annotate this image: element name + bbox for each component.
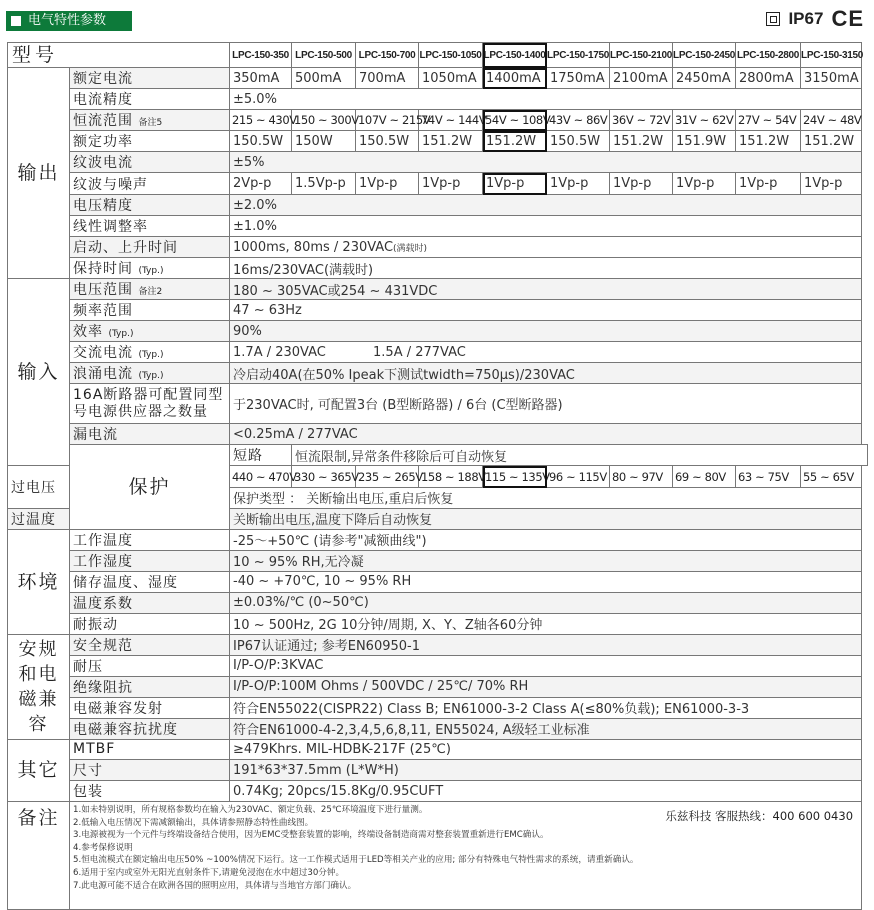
rated-current-value: 500mA bbox=[292, 68, 356, 89]
rated-current-value: 1750mA bbox=[547, 68, 610, 89]
cc-range-value: 24V ~ 48V bbox=[801, 110, 862, 131]
rated-current-value: 350mA bbox=[230, 68, 292, 89]
group-safety: 安规和电磁兼容 bbox=[8, 634, 70, 739]
hold-time-value: 16ms/230VAC(满载时) bbox=[230, 258, 862, 279]
notes-cell bbox=[70, 802, 862, 910]
table-row bbox=[8, 424, 868, 445]
mtbf-label bbox=[70, 739, 230, 760]
isolation-label-text: 绝缘阻抗 bbox=[73, 679, 133, 696]
efficiency-label-text: 效率 bbox=[73, 324, 103, 340]
table-row bbox=[8, 110, 868, 131]
table-row bbox=[8, 43, 868, 68]
model-header: LPC-150-500 bbox=[292, 43, 356, 68]
input-voltage-label-text: 电压范围 bbox=[73, 282, 133, 298]
ripple-noise-label bbox=[70, 173, 230, 195]
model-header: LPC-150-2100 bbox=[610, 43, 673, 68]
ac-current-value bbox=[230, 342, 862, 363]
table-row bbox=[8, 529, 868, 550]
work-temp-label-text: 工作温度 bbox=[73, 532, 133, 549]
rated-power-value: 150.5W bbox=[547, 131, 610, 152]
table-row bbox=[8, 363, 868, 384]
group-notes: 备注 bbox=[8, 802, 70, 910]
hold-time-label bbox=[70, 258, 230, 279]
ovp-value: 80 ~ 97V bbox=[610, 466, 673, 488]
ripple-noise-value: 2Vp-p bbox=[230, 173, 292, 195]
vibration-label-text: 耐振动 bbox=[73, 616, 118, 633]
note-item: 6.适用于室内或室外无阳光直射条件下,请避免浸泡在水中超过30分钟。 bbox=[73, 867, 345, 878]
work-temp-label bbox=[70, 529, 230, 550]
hold-time-label-note: (Typ.) bbox=[138, 266, 164, 276]
rated-power-value: 151.2W bbox=[610, 131, 673, 152]
ripple-current-value: ±5% bbox=[230, 152, 862, 173]
hotline-text: 乐兹科技 客服热线：400 600 0430 bbox=[665, 809, 854, 823]
input-voltage-value: 180 ~ 305VAC或254 ~ 431VDC bbox=[230, 279, 862, 300]
rated-current-value: 1050mA bbox=[419, 68, 483, 89]
ac-current-277: 1.5A / 277VAC bbox=[373, 344, 466, 360]
temp-coef-label-text: 温度系数 bbox=[73, 595, 133, 612]
rated-power-value: 151.2W bbox=[419, 131, 483, 152]
rise-time-label-text: 启动、上升时间 bbox=[73, 240, 178, 256]
voltage-accuracy-value: ±2.0% bbox=[230, 195, 862, 216]
model-header: LPC-150-2450 bbox=[673, 43, 736, 68]
dimension-label bbox=[70, 760, 230, 781]
hold-time-label-text: 保持时间 bbox=[73, 261, 133, 277]
ovp-label: 过电压 bbox=[8, 466, 70, 509]
cc-range-value: 54V ~ 108V bbox=[483, 110, 547, 131]
ripple-current-label bbox=[70, 152, 230, 173]
rated-current-value: 3150mA bbox=[801, 68, 862, 89]
table-row bbox=[8, 68, 868, 89]
rated-current-label-text: 额定电流 bbox=[73, 71, 133, 87]
ripple-noise-value: 1Vp-p bbox=[547, 173, 610, 195]
freq-range-label-text: 频率范围 bbox=[73, 303, 133, 319]
group-protect: 保护 bbox=[70, 445, 230, 530]
emc-emission-label bbox=[70, 697, 230, 718]
model-header: LPC-150-1050 bbox=[419, 43, 483, 68]
otp-label-text: 过温度 bbox=[11, 511, 56, 528]
table-row bbox=[8, 634, 868, 655]
rise-time-label bbox=[70, 237, 230, 258]
group-input: 输入 bbox=[8, 279, 70, 466]
table-row bbox=[8, 342, 868, 363]
rise-time-value bbox=[230, 237, 862, 258]
storage-label-text: 储存温度、湿度 bbox=[73, 574, 178, 591]
isolation-value: I/P-O/P:100M Ohms / 500VDC / 25℃/ 70% RH bbox=[230, 676, 862, 697]
table-row bbox=[8, 445, 868, 466]
ripple-noise-value: 1Vp-p bbox=[801, 173, 862, 195]
ce-mark-icon: CE bbox=[831, 6, 864, 31]
rated-power-value: 150W bbox=[292, 131, 356, 152]
cc-range-value: 36V ~ 72V bbox=[610, 110, 673, 131]
group-env: 环境 bbox=[8, 529, 70, 634]
model-header: LPC-150-350 bbox=[230, 43, 292, 68]
ovp-value: 63 ~ 75V bbox=[736, 466, 801, 488]
efficiency-label bbox=[70, 321, 230, 342]
table-row bbox=[8, 760, 868, 781]
spec-table-body bbox=[8, 43, 868, 910]
cc-range-value: 27V ~ 54V bbox=[736, 110, 801, 131]
voltage-accuracy-label-text: 电压精度 bbox=[73, 198, 133, 214]
ripple-noise-label-text: 纹波与噪声 bbox=[73, 176, 148, 193]
withstand-label bbox=[70, 655, 230, 676]
rated-current-value: 1400mA bbox=[483, 68, 547, 89]
model-header: LPC-150-3150 bbox=[801, 43, 862, 68]
spec-table bbox=[7, 42, 868, 910]
inrush-value: 冷启动40A(在50% Ipeak下测试twidth=750µs)/230VAC bbox=[230, 363, 862, 384]
temp-coef-label bbox=[70, 592, 230, 613]
withstand-label-text: 耐压 bbox=[73, 658, 103, 675]
group-output: 输出 bbox=[8, 68, 70, 279]
mtbf-label-text: MTBF bbox=[73, 741, 116, 758]
cc-range-label-note: 备注5 bbox=[138, 118, 163, 128]
input-voltage-label-note: 备注2 bbox=[138, 287, 163, 297]
otp-value: 关断输出电压,温度下降后自动恢复 bbox=[230, 508, 862, 529]
table-row bbox=[8, 781, 868, 802]
current-accuracy-label bbox=[70, 89, 230, 110]
rated-current-value: 2450mA bbox=[673, 68, 736, 89]
note-item: 5.恒电流模式在额定输出电压50% ~100%情况下运行。这一工作模式适用于LED等相关产业的应用; 部分有特殊电气特性需求的系统，请重新确认。 bbox=[73, 855, 639, 866]
table-row bbox=[8, 676, 868, 697]
rated-current-value: 2800mA bbox=[736, 68, 801, 89]
withstand-value: I/P-O/P:3KVAC bbox=[230, 655, 862, 676]
rated-power-value: 151.2W bbox=[736, 131, 801, 152]
ac-current-label bbox=[70, 342, 230, 363]
ovp-value: 69 ~ 80V bbox=[673, 466, 736, 488]
standards-value: IP67认证通过; 参考EN60950-1 bbox=[230, 634, 862, 655]
ac-current-label-text: 交流电流 bbox=[73, 345, 133, 361]
line-regulation-label-text: 线性调整率 bbox=[73, 219, 148, 235]
freq-range-value: 47 ~ 63Hz bbox=[230, 300, 862, 321]
rated-power-label bbox=[70, 131, 230, 152]
note-item: 1.如未特别说明，所有规格参数均在输入为230VAC、额定负载、25℃环境温度下进行量测。 bbox=[73, 805, 428, 815]
temp-coef-value: ±0.03%/℃ (0~50℃) bbox=[230, 592, 862, 613]
standards-label-text: 安全规范 bbox=[73, 637, 133, 654]
table-row bbox=[8, 802, 868, 910]
rated-power-value: 150.5W bbox=[230, 131, 292, 152]
rated-power-value: 151.9W bbox=[673, 131, 736, 152]
table-row bbox=[8, 237, 868, 258]
ripple-noise-value: 1Vp-p bbox=[736, 173, 801, 195]
ovp-type-value: 保护类型 ： 关断输出电压,重启后恢复 bbox=[230, 488, 862, 509]
ripple-noise-value: 1Vp-p bbox=[419, 173, 483, 195]
line-regulation-label bbox=[70, 216, 230, 237]
vibration-value: 10 ~ 500Hz, 2G 10分钟/周期, X、Y、Z轴各60分钟 bbox=[230, 613, 862, 634]
breaker-label: 16A断路器可配置同型号电源供应器之数量 bbox=[70, 384, 230, 424]
inrush-label-text: 浪涌电流 bbox=[73, 366, 133, 382]
table-row bbox=[8, 89, 868, 110]
vibration-label bbox=[70, 613, 230, 634]
certification-marks bbox=[766, 6, 864, 32]
cc-range-label bbox=[70, 110, 230, 131]
packing-value: 0.74Kg; 20pcs/15.8Kg/0.95CUFT bbox=[230, 781, 862, 802]
cc-range-value: 107V ~ 215V bbox=[356, 110, 419, 131]
ripple-noise-value: 1Vp-p bbox=[610, 173, 673, 195]
ovp-value: 158 ~ 188V bbox=[419, 466, 483, 488]
model-header: LPC-150-1750 bbox=[547, 43, 610, 68]
cc-range-label-text: 恒流范围 bbox=[73, 113, 133, 129]
model-header: LPC-150-2800 bbox=[736, 43, 801, 68]
table-row bbox=[8, 279, 868, 300]
isolation-label bbox=[70, 676, 230, 697]
section-title-text: 电气特性参数 bbox=[28, 13, 107, 28]
rated-current-value: 2100mA bbox=[610, 68, 673, 89]
table-row bbox=[8, 384, 868, 424]
work-hum-value: 10 ~ 95% RH,无冷凝 bbox=[230, 550, 862, 571]
rated-current-label bbox=[70, 68, 230, 89]
rated-power-value: 151.2W bbox=[801, 131, 862, 152]
table-row bbox=[8, 571, 868, 592]
rated-power-label-text: 额定功率 bbox=[73, 134, 133, 150]
leakage-label bbox=[70, 424, 230, 445]
work-hum-label-text: 工作湿度 bbox=[73, 553, 133, 570]
cc-range-value: 43V ~ 86V bbox=[547, 110, 610, 131]
storage-label bbox=[70, 571, 230, 592]
model-header: LPC-150-1400 bbox=[483, 43, 547, 68]
short-circuit-value: 恒流限制,异常条件移除后可自动恢复 bbox=[292, 445, 868, 466]
note-item: 7.此电源可能不适合在欧洲各国的照明应用，具体请与当地官方部门确认。 bbox=[73, 880, 357, 891]
ovp-value: 440 ~ 470V bbox=[230, 466, 292, 488]
work-hum-label bbox=[70, 550, 230, 571]
section-title bbox=[6, 11, 132, 31]
emc-immunity-label-text: 电磁兼容抗扰度 bbox=[73, 721, 178, 738]
table-row bbox=[8, 173, 868, 195]
model-label: 型号 bbox=[8, 43, 230, 68]
rise-time-text: 1000ms, 80ms / 230VAC bbox=[233, 239, 394, 255]
mtbf-value: ≥479Khrs. MIL-HDBK-217F (25℃) bbox=[230, 739, 862, 760]
rise-time-note: (满载时) bbox=[393, 243, 428, 254]
cc-range-value: 215 ~ 430V bbox=[230, 110, 292, 131]
efficiency-value: 90% bbox=[230, 321, 862, 342]
table-row bbox=[8, 739, 868, 760]
table-row bbox=[8, 655, 868, 676]
emc-immunity-label bbox=[70, 718, 230, 739]
standards-label bbox=[70, 634, 230, 655]
breaker-value: 于230VAC时, 可配置3台 (B型断路器) / 6台 (C型断路器) bbox=[230, 384, 862, 424]
table-row bbox=[8, 697, 868, 718]
cc-range-value: 74V ~ 144V bbox=[419, 110, 483, 131]
emc-immunity-value: 符合EN61000-4-2,3,4,5,6,8,11, EN55024, A级轻工业标准 bbox=[230, 718, 862, 739]
table-row bbox=[8, 131, 868, 152]
dimension-value: 191*63*37.5mm (L*W*H) bbox=[230, 760, 862, 781]
current-accuracy-value: ±5.0% bbox=[230, 89, 862, 110]
cc-range-value: 150 ~ 300V bbox=[292, 110, 356, 131]
table-row bbox=[8, 718, 868, 739]
double-insulation-icon bbox=[766, 12, 780, 26]
inrush-label bbox=[70, 363, 230, 384]
efficiency-label-note: (Typ.) bbox=[108, 329, 134, 339]
rated-power-value: 151.2W bbox=[483, 131, 547, 152]
ripple-noise-value: 1.5Vp-p bbox=[292, 173, 356, 195]
short-circuit-label-text: 短路 bbox=[233, 448, 264, 464]
ovp-value: 330 ~ 365V bbox=[292, 466, 356, 488]
rated-current-value: 700mA bbox=[356, 68, 419, 89]
line-regulation-value: ±1.0% bbox=[230, 216, 862, 237]
ac-current-230: 1.7A / 230VAC bbox=[233, 344, 326, 360]
rated-power-value: 150.5W bbox=[356, 131, 419, 152]
ovp-value: 55 ~ 65V bbox=[801, 466, 862, 488]
otp-label bbox=[8, 508, 70, 529]
header bbox=[0, 0, 874, 38]
table-row bbox=[8, 152, 868, 173]
work-temp-value: -25～+50℃ (请参考"减额曲线") bbox=[230, 529, 862, 550]
note-item: 4.参考保修说明 bbox=[73, 842, 133, 853]
ripple-noise-value: 1Vp-p bbox=[483, 173, 547, 195]
dimension-label-text: 尺寸 bbox=[73, 763, 103, 779]
ripple-current-label-text: 纹波电流 bbox=[73, 155, 133, 171]
freq-range-label bbox=[70, 300, 230, 321]
ip67-mark: IP67 bbox=[788, 9, 824, 28]
leakage-label-text: 漏电流 bbox=[73, 427, 118, 443]
cc-range-value: 31V ~ 62V bbox=[673, 110, 736, 131]
packing-label bbox=[70, 781, 230, 802]
ac-current-label-note: (Typ.) bbox=[138, 350, 164, 360]
ovp-value: 235 ~ 265V bbox=[356, 466, 419, 488]
square-bullet-icon bbox=[11, 16, 21, 26]
current-accuracy-label-text: 电流精度 bbox=[73, 92, 133, 108]
inrush-label-note: (Typ.) bbox=[138, 371, 164, 381]
ovp-value: 96 ~ 115V bbox=[547, 466, 610, 488]
leakage-value: <0.25mA / 277VAC bbox=[230, 424, 862, 445]
table-row bbox=[8, 592, 868, 613]
group-other: 其它 bbox=[8, 739, 70, 802]
voltage-accuracy-label bbox=[70, 195, 230, 216]
note-item: 2.低输入电压情况下需减额输出，具体请参照静态特性曲线图。 bbox=[73, 817, 314, 828]
table-row bbox=[8, 195, 868, 216]
table-row bbox=[8, 613, 868, 634]
emc-emission-value: 符合EN55022(CISPR22) Class B; EN61000-3-2 Class A(≤80%负载); EN61000-3-3 bbox=[230, 697, 862, 718]
short-circuit-label bbox=[230, 445, 292, 466]
model-header: LPC-150-700 bbox=[356, 43, 419, 68]
table-row bbox=[8, 321, 868, 342]
ripple-noise-value: 1Vp-p bbox=[356, 173, 419, 195]
table-row bbox=[8, 216, 868, 237]
storage-value: -40 ~ +70℃, 10 ~ 95% RH bbox=[230, 571, 862, 592]
ovp-value: 115 ~ 135V bbox=[483, 466, 547, 488]
packing-label-text: 包装 bbox=[73, 784, 103, 800]
table-row bbox=[8, 550, 868, 571]
table-row bbox=[8, 258, 868, 279]
input-voltage-label bbox=[70, 279, 230, 300]
emc-emission-label-text: 电磁兼容发射 bbox=[73, 700, 163, 717]
ripple-noise-value: 1Vp-p bbox=[673, 173, 736, 195]
note-item: 3.电源被视为一个元件与终端设备结合使用，因为EMC受整套装置的影响，终端设备制造商需对整套装置重新进行EMC确认。 bbox=[73, 830, 549, 841]
table-row bbox=[8, 300, 868, 321]
